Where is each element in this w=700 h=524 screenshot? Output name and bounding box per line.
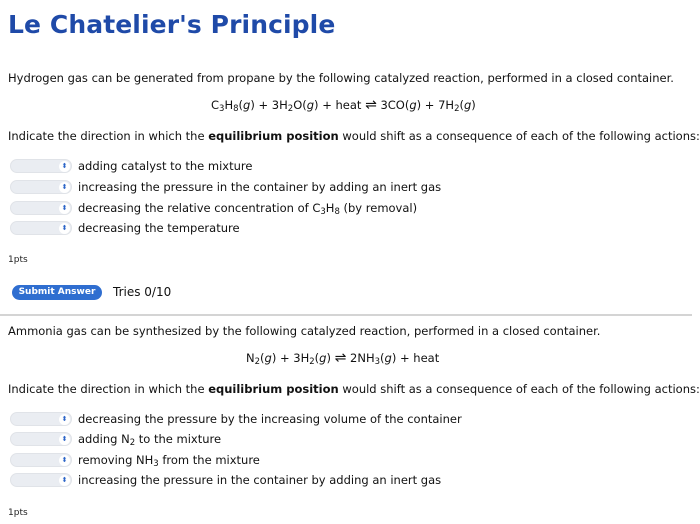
q1-option-4-label: decreasing the temperature bbox=[78, 221, 240, 235]
q1-option-2 bbox=[10, 179, 441, 195]
submit-answer-button[interactable]: Submit Answer bbox=[12, 285, 102, 300]
q2-option-1-label: decreasing the pressure by the increasing volume of the container bbox=[78, 412, 462, 426]
q2-option-3 bbox=[10, 452, 260, 468]
q2-points: 1pts bbox=[8, 508, 28, 518]
q2-option-4 bbox=[10, 472, 441, 488]
q1-option-2-label: increasing the pressure in the container by adding an inert gas bbox=[78, 180, 442, 194]
page-title: Le Chatelier's Principle bbox=[8, 10, 336, 39]
q1-intro: Hydrogen gas can be generated from propane by the following catalyzed reaction, performed in a closed container. bbox=[8, 71, 674, 85]
equilibrium-arrow-icon: ⇌ bbox=[334, 350, 347, 366]
q1-points: 1pts bbox=[8, 255, 28, 265]
q2-option-4-label: increasing the pressure in the container by adding an inert gas bbox=[78, 473, 442, 487]
q2-option-1 bbox=[10, 411, 462, 427]
q2-select-2[interactable] bbox=[10, 432, 72, 446]
q2-option-3-label: removing $NH_3$ from the mixture bbox=[78, 453, 260, 469]
q1-select-1[interactable] bbox=[10, 159, 72, 173]
q1-option-1-label: adding catalyst to the mixture bbox=[78, 159, 253, 173]
up-down-chevron-icon: ⬍ bbox=[59, 475, 70, 486]
q2-select-4[interactable] bbox=[10, 473, 72, 487]
up-down-chevron-icon: ⬍ bbox=[59, 182, 70, 193]
q2-option-2 bbox=[10, 431, 221, 447]
q2-equation: $N_2(g) + 3H_2(g)$ ⇌ $2NH_3(g)$ + heat bbox=[246, 350, 440, 367]
q1-option-1 bbox=[10, 158, 252, 174]
up-down-chevron-icon: ⬍ bbox=[59, 434, 70, 445]
q1-option-3 bbox=[10, 200, 417, 216]
q1-equation: $C_3H_8(g) + 3H_2O(g)$ + heat ⇌ $3CO(g) + 7H_2(g)$ bbox=[211, 97, 476, 114]
q1-prompt: Indicate the direction in which the equilibrium position would shift as a consequence of each of the following actions: bbox=[8, 129, 700, 143]
q1-select-3[interactable] bbox=[10, 201, 72, 215]
tries-counter: Tries 0/10 bbox=[113, 285, 172, 299]
divider bbox=[0, 314, 692, 316]
q1-select-4[interactable] bbox=[10, 221, 72, 235]
q2-option-2-label: adding $N_2$ to the mixture bbox=[78, 432, 222, 448]
q2-select-1[interactable] bbox=[10, 412, 72, 426]
q1-option-3-label: decreasing the relative concentration of $C_3H_8$ (by removal) bbox=[78, 201, 418, 217]
q1-select-2[interactable] bbox=[10, 180, 72, 194]
q2-prompt: Indicate the direction in which the equilibrium position would shift as a consequence of each of the following actions: bbox=[8, 382, 700, 396]
q2-intro: Ammonia gas can be synthesized by the following catalyzed reaction, performed in a closed container. bbox=[8, 324, 601, 338]
up-down-chevron-icon: ⬍ bbox=[59, 161, 70, 172]
equilibrium-arrow-icon: ⇌ bbox=[365, 97, 377, 113]
q1-option-4 bbox=[10, 220, 240, 236]
up-down-chevron-icon: ⬍ bbox=[59, 223, 70, 234]
q2-select-3[interactable] bbox=[10, 453, 72, 467]
up-down-chevron-icon: ⬍ bbox=[59, 455, 70, 466]
up-down-chevron-icon: ⬍ bbox=[59, 414, 70, 425]
up-down-chevron-icon: ⬍ bbox=[59, 203, 70, 214]
